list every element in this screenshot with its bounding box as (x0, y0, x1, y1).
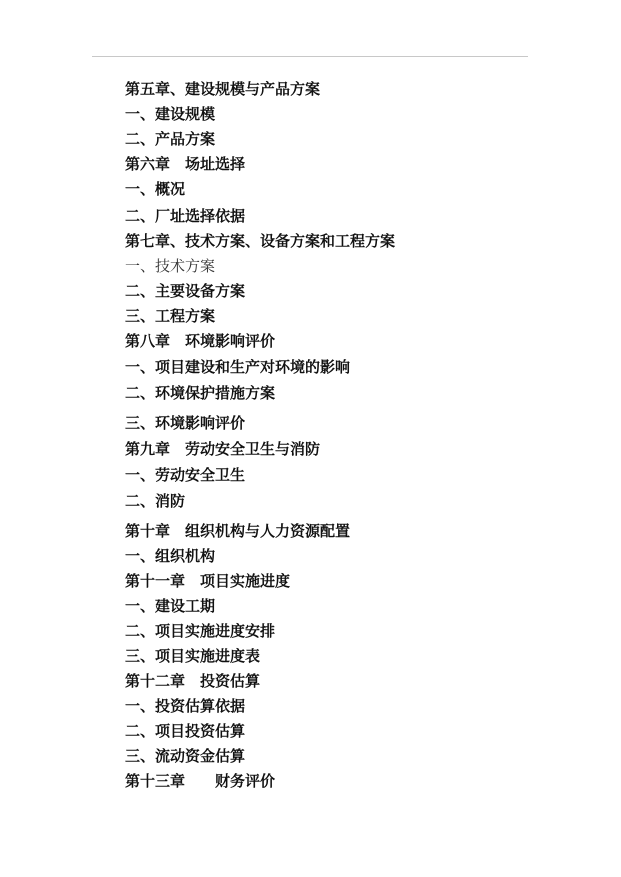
toc-chapter-13: 第十三章 财务评价 (125, 772, 276, 790)
toc-chapter-10: 第十章 组织机构与人力资源配置 (125, 522, 351, 540)
toc-chapter-5: 第五章、建设规模与产品方案 (125, 80, 321, 98)
toc-section: 二、主要设备方案 (125, 282, 246, 300)
toc-section: 一、技术方案 (125, 257, 216, 275)
toc-section: 一、建设规模 (125, 105, 216, 123)
toc-chapter-12: 第十二章 投资估算 (125, 672, 261, 690)
toc-section: 二、项目投资估算 (125, 722, 246, 740)
toc-section: 二、厂址选择依据 (125, 207, 246, 225)
toc-section: 一、投资估算依据 (125, 697, 246, 715)
toc-chapter-7: 第七章、技术方案、设备方案和工程方案 (125, 232, 396, 250)
toc-section: 三、工程方案 (125, 307, 216, 325)
toc-section: 二、环境保护措施方案 (125, 384, 276, 402)
toc-chapter-11: 第十一章 项目实施进度 (125, 572, 291, 590)
toc-section: 三、流动资金估算 (125, 747, 246, 765)
page-top-rule (92, 56, 528, 57)
toc-section: 一、组织机构 (125, 547, 216, 565)
toc-section: 三、项目实施进度表 (125, 647, 261, 665)
toc-chapter-6: 第六章 场址选择 (125, 155, 246, 173)
toc-chapter-8: 第八章 环境影响评价 (125, 332, 276, 350)
toc-chapter-9: 第九章 劳动安全卫生与消防 (125, 440, 321, 458)
toc-section: 二、项目实施进度安排 (125, 622, 276, 640)
toc-section: 一、建设工期 (125, 597, 216, 615)
toc-section: 一、概况 (125, 180, 186, 198)
toc-section: 二、消防 (125, 492, 186, 510)
toc-section: 一、项目建设和生产对环境的影响 (125, 358, 351, 376)
toc-section: 一、劳动安全卫生 (125, 466, 246, 484)
toc-section: 二、产品方案 (125, 130, 216, 148)
toc-section: 三、环境影响评价 (125, 414, 246, 432)
